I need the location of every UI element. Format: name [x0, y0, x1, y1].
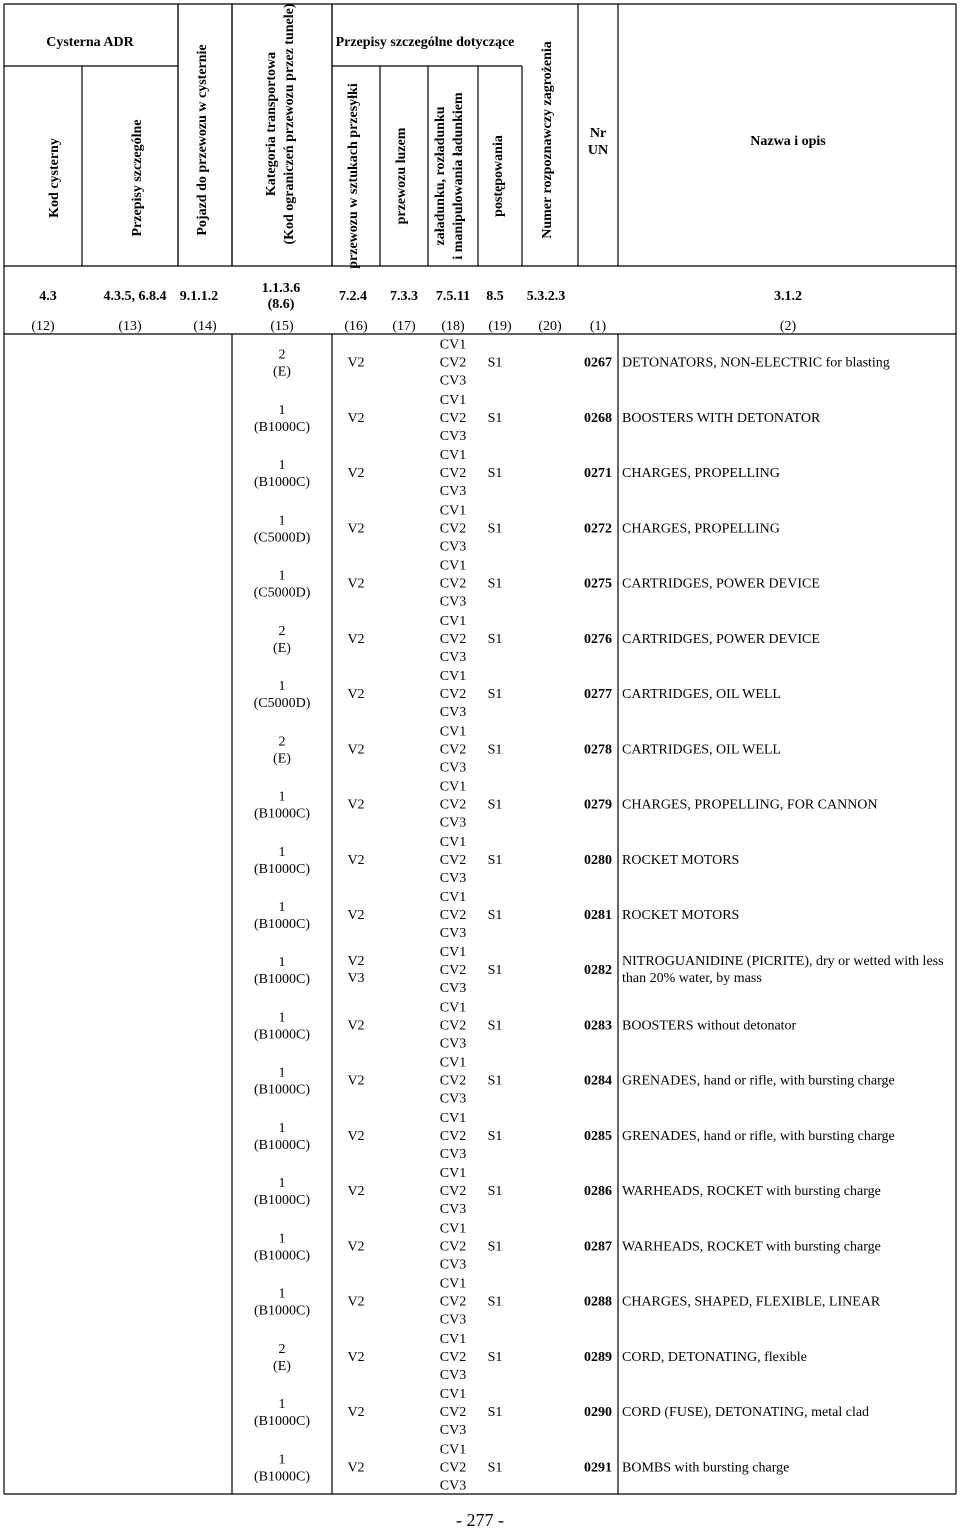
table-row	[254, 1277, 881, 1328]
transport-category: 1	[278, 679, 286, 695]
operation-provision: S1	[487, 1294, 503, 1310]
tunnel-code: (B1000C)	[254, 1303, 310, 1319]
handling-provision: CV2	[439, 1073, 467, 1089]
handling-provision: CV2	[439, 687, 467, 703]
un-number: 0284	[584, 1073, 612, 1089]
operation-provision: S1	[487, 963, 503, 979]
operation-provision: S1	[487, 1128, 503, 1144]
packages-provision: V2	[347, 1460, 365, 1476]
un-number: 0287	[584, 1239, 612, 1255]
table-row	[254, 1111, 895, 1162]
handling-provision: CV1	[439, 1055, 467, 1071]
table-row	[254, 780, 878, 831]
handling-provision: CV3	[439, 1146, 467, 1162]
substance-name: CORD (FUSE), DETONATING, metal clad	[622, 1405, 870, 1421]
column-number: (20)	[538, 319, 562, 334]
transport-category: 1	[278, 844, 286, 860]
handling-provision: CV2	[439, 576, 467, 592]
table-row	[254, 945, 944, 996]
un-number: 0280	[584, 852, 612, 868]
handling-provision: CV2	[439, 355, 467, 371]
tunnel-code: (E)	[273, 640, 291, 656]
header-nr-un-line2: UN	[587, 143, 609, 158]
handling-provision: CV1	[439, 945, 467, 961]
un-number: 0283	[584, 1018, 612, 1034]
table-row	[254, 1221, 881, 1272]
tunnel-code: (E)	[273, 1358, 291, 1374]
column-number: (15)	[270, 319, 294, 334]
ref-c20: 5.3.2.3	[526, 289, 566, 304]
handling-provision: CV1	[439, 1000, 467, 1016]
packages-provision: V2	[347, 1239, 365, 1255]
header-kategoria-line1: Kategoria transportowa	[264, 51, 279, 197]
column-number: (2)	[779, 319, 797, 334]
operation-provision: S1	[487, 521, 503, 537]
un-number: 0290	[584, 1405, 612, 1421]
operation-provision: S1	[487, 466, 503, 482]
un-number: 0291	[584, 1460, 612, 1476]
handling-provision: CV1	[439, 1387, 467, 1403]
tunnel-code: (E)	[273, 751, 291, 767]
ref-c15-line2: (8.6)	[267, 297, 295, 312]
substance-name: CHARGES, PROPELLING, FOR CANNON	[622, 797, 878, 813]
tunnel-code: (C5000D)	[253, 696, 311, 712]
tunnel-code: (B1000C)	[254, 419, 310, 435]
table-row	[254, 835, 739, 886]
table-row	[254, 559, 820, 610]
handling-provision: CV2	[439, 1349, 467, 1365]
packages-provision: V2	[347, 355, 365, 371]
un-number: 0271	[584, 466, 612, 482]
table-row	[254, 890, 739, 941]
tunnel-code: (B1000C)	[254, 1137, 310, 1153]
operation-provision: S1	[487, 1349, 503, 1365]
handling-provision: CV3	[439, 815, 467, 831]
table-row	[254, 1000, 797, 1051]
un-number: 0272	[584, 521, 612, 537]
column-number: (13)	[118, 319, 142, 334]
table-row	[273, 1332, 807, 1383]
handling-provision: CV2	[439, 1184, 467, 1200]
tunnel-code: (B1000C)	[254, 972, 310, 988]
handling-provision: CV1	[439, 392, 467, 408]
packages-provision: V2	[347, 954, 365, 970]
handling-provision: CV2	[439, 631, 467, 647]
table-grid	[4, 4, 956, 1494]
tunnel-code: (B1000C)	[254, 806, 310, 822]
header-numer-zagrozenia: Numer rozpoznawczy zagrożenia	[540, 41, 555, 239]
handling-provision: CV1	[439, 1110, 467, 1126]
handling-provision: CV1	[439, 1276, 467, 1292]
transport-category: 1	[278, 1065, 286, 1081]
handling-provision: CV3	[439, 649, 467, 665]
packages-provision: V2	[347, 1073, 365, 1089]
handling-provision: CV3	[439, 926, 467, 941]
column-number: (12)	[31, 319, 55, 334]
handling-provision: CV3	[439, 539, 467, 555]
handling-provision: CV1	[439, 890, 467, 905]
transport-category: 1	[278, 513, 286, 529]
transport-category: 1	[278, 1231, 286, 1247]
operation-provision: S1	[487, 1460, 503, 1476]
transport-category: 1	[278, 458, 286, 474]
header-luzem: przewozu luzem	[394, 127, 409, 225]
handling-provision: CV2	[439, 521, 467, 537]
transport-category: 1	[278, 1452, 286, 1468]
ref-c19: 8.5	[486, 289, 504, 304]
substance-name: CARTRIDGES, POWER DEVICE	[622, 631, 820, 647]
transport-category: 1	[278, 1286, 286, 1302]
table-row	[254, 1387, 869, 1438]
handling-provision: CV1	[439, 503, 467, 519]
column-number: (19)	[488, 319, 512, 334]
packages-provision: V2	[347, 631, 365, 647]
packages-provision: V2	[347, 576, 365, 592]
substance-name: than 20% water, by mass	[622, 971, 762, 987]
packages-provision: V3	[347, 971, 365, 987]
handling-provision: CV3	[439, 870, 467, 886]
substance-name: NITROGUANIDINE (PICRITE), dry or wetted with less	[622, 954, 944, 970]
substance-name: WARHEADS, ROCKET with bursting charge	[622, 1239, 881, 1255]
packages-provision: V2	[347, 742, 365, 758]
substance-name: CORD, DETONATING, flexible	[622, 1349, 807, 1365]
operation-provision: S1	[487, 576, 503, 592]
transport-category: 2	[278, 347, 286, 363]
packages-provision: V2	[347, 1349, 365, 1365]
table-row	[254, 669, 781, 720]
un-number: 0277	[584, 687, 612, 703]
un-number: 0288	[584, 1294, 612, 1310]
un-number: 0281	[584, 908, 612, 923]
handling-provision: CV3	[439, 981, 467, 997]
handling-provision: CV3	[439, 705, 467, 721]
packages-provision: V2	[347, 852, 365, 868]
operation-provision: S1	[487, 1239, 503, 1255]
ref-c16: 7.2.4	[339, 289, 367, 304]
handling-provision: CV1	[439, 613, 467, 629]
un-number: 0285	[584, 1128, 612, 1144]
column-number: (18)	[441, 319, 465, 334]
transport-category: 2	[278, 1341, 286, 1357]
operation-provision: S1	[487, 1073, 503, 1089]
substance-name: GRENADES, hand or rifle, with bursting charge	[622, 1128, 895, 1144]
transport-category: 1	[278, 1176, 286, 1192]
header-kategoria-line2: (Kod ograniczeń przewozu przez tunele)	[282, 3, 297, 245]
transport-category: 1	[278, 402, 286, 418]
handling-provision: CV3	[439, 428, 467, 444]
substance-name: CHARGES, PROPELLING	[622, 521, 780, 537]
header-sztukach: przewozu w sztukach przesyłki	[346, 83, 361, 269]
packages-provision: V2	[347, 1128, 365, 1144]
substance-name: CARTRIDGES, POWER DEVICE	[622, 576, 820, 592]
header-przepisy-szczegolne: Przepisy szczególne	[130, 119, 145, 237]
transport-category: 1	[278, 1010, 286, 1026]
handling-provision: CV3	[439, 1036, 467, 1052]
handling-provision: CV2	[439, 797, 467, 813]
operation-provision: S1	[487, 1184, 503, 1200]
header-zaladunku-line2: i manipulowania ładunkiem	[451, 92, 466, 260]
un-number: 0275	[584, 576, 612, 592]
handling-provision: CV3	[439, 1367, 467, 1383]
handling-provision: CV2	[439, 742, 467, 758]
transport-category: 1	[278, 568, 286, 584]
handling-provision: CV1	[439, 1442, 467, 1458]
handling-provision: CV3	[439, 1202, 467, 1218]
handling-provision: CV2	[439, 963, 467, 979]
ref-c18: 7.5.11	[435, 289, 471, 304]
table-row	[254, 1442, 789, 1493]
handling-provision: CV2	[439, 852, 467, 868]
handling-provision: CV2	[439, 1294, 467, 1310]
packages-provision: V2	[347, 797, 365, 813]
packages-provision: V2	[347, 1405, 365, 1421]
un-number: 0286	[584, 1184, 612, 1200]
ref-c15-line1: 1.1.3.6	[261, 281, 301, 296]
handling-provision: CV2	[439, 410, 467, 426]
substance-name: BOOSTERS without detonator	[622, 1018, 797, 1034]
transport-category: 2	[278, 734, 286, 750]
ref-c17: 7.3.3	[390, 289, 418, 304]
un-number: 0267	[584, 355, 612, 371]
handling-provision: CV3	[439, 1312, 467, 1328]
substance-name: BOMBS with bursting charge	[622, 1460, 790, 1476]
handling-provision: CV1	[439, 834, 467, 850]
substance-name: BOOSTERS WITH DETONATOR	[622, 410, 821, 426]
un-number: 0289	[584, 1349, 612, 1365]
substance-name: CARTRIDGES, OIL WELL	[622, 742, 781, 758]
handling-provision: CV1	[439, 669, 467, 685]
handling-provision: CV1	[439, 558, 467, 574]
tunnel-code: (B1000C)	[254, 1193, 310, 1209]
un-number: 0279	[584, 797, 612, 813]
substance-name: CHARGES, SHAPED, FLEXIBLE, LINEAR	[622, 1294, 881, 1310]
column-number: (17)	[392, 319, 416, 334]
header-nr-un-line1: Nr	[589, 126, 607, 141]
tunnel-code: (C5000D)	[253, 530, 311, 546]
operation-provision: S1	[487, 742, 503, 758]
substance-name: WARHEADS, ROCKET with bursting charge	[622, 1184, 881, 1200]
ref-c14: 9.1.1.2	[179, 289, 219, 304]
transport-category: 1	[278, 789, 286, 805]
header-kod-cysterny: Kod cysterny	[47, 138, 62, 218]
header-pojazd: Pojazd do przewozu w cysternie	[195, 44, 210, 236]
operation-provision: S1	[487, 1018, 503, 1034]
tunnel-code: (B1000C)	[254, 475, 310, 491]
header-postepowania: postępowania	[491, 135, 506, 217]
operation-provision: S1	[487, 355, 503, 371]
header-group-cysterna: Cysterna ADR	[46, 35, 134, 50]
transport-category: 1	[278, 1120, 286, 1136]
operation-provision: S1	[487, 1405, 503, 1421]
handling-provision: CV3	[439, 760, 467, 776]
handling-provision: CV1	[439, 724, 467, 740]
tunnel-code: (E)	[273, 364, 291, 380]
operation-provision: S1	[487, 908, 503, 923]
substance-name: CARTRIDGES, OIL WELL	[622, 687, 781, 703]
table-row	[273, 724, 781, 775]
operation-provision: S1	[487, 410, 503, 426]
substance-name: ROCKET MOTORS	[622, 852, 740, 868]
handling-provision: CV3	[439, 1091, 467, 1107]
un-number: 0268	[584, 410, 612, 426]
operation-provision: S1	[487, 631, 503, 647]
tunnel-code: (B1000C)	[254, 1469, 310, 1485]
tunnel-code: (B1000C)	[254, 917, 310, 932]
packages-provision: V2	[347, 1184, 365, 1200]
table-row	[273, 338, 890, 389]
tunnel-code: (C5000D)	[253, 585, 311, 601]
packages-provision: V2	[347, 908, 365, 923]
handling-provision: CV1	[439, 779, 467, 795]
tunnel-code: (B1000C)	[254, 1414, 310, 1430]
handling-provision: CV3	[439, 594, 467, 610]
substance-name: CHARGES, PROPELLING	[622, 466, 780, 482]
handling-provision: CV3	[439, 1478, 467, 1494]
table-row	[254, 1056, 895, 1107]
header-zaladunku-line1: załadunku, rozładunku	[433, 106, 448, 246]
handling-provision: CV3	[439, 1423, 467, 1439]
substance-name: DETONATORS, NON-ELECTRIC for blasting	[622, 355, 890, 371]
packages-provision: V2	[347, 687, 365, 703]
ref-c2: 3.1.2	[774, 289, 802, 304]
operation-provision: S1	[487, 687, 503, 703]
tunnel-code: (B1000C)	[254, 1027, 310, 1043]
operation-provision: S1	[487, 852, 503, 868]
handling-provision: CV2	[439, 1018, 467, 1034]
transport-category: 1	[278, 955, 286, 971]
table-row	[254, 1166, 881, 1217]
transport-category: 1	[278, 900, 286, 915]
column-numbers-row	[31, 319, 796, 334]
handling-provision: CV1	[439, 448, 467, 464]
handling-provision: CV2	[439, 1405, 467, 1421]
transport-category: 1	[278, 1397, 286, 1413]
table-body	[254, 338, 944, 1494]
substance-name: ROCKET MOTORS	[622, 908, 740, 923]
handling-provision: CV2	[439, 1460, 467, 1476]
handling-provision: CV3	[439, 1257, 467, 1273]
un-number: 0276	[584, 631, 612, 647]
tunnel-code: (B1000C)	[254, 861, 310, 877]
tunnel-code: (B1000C)	[254, 1248, 310, 1264]
packages-provision: V2	[347, 410, 365, 426]
un-number: 0278	[584, 742, 612, 758]
handling-provision: CV3	[439, 373, 467, 389]
packages-provision: V2	[347, 1294, 365, 1310]
handling-provision: CV2	[439, 466, 467, 482]
operation-provision: S1	[487, 797, 503, 813]
column-number: (1)	[589, 319, 607, 334]
ref-c13: 4.3.5, 6.8.4	[103, 289, 167, 304]
page-number: - 277 -	[456, 1510, 504, 1530]
table-row	[273, 614, 820, 665]
column-number: (16)	[344, 319, 368, 334]
un-number: 0282	[584, 963, 612, 979]
packages-provision: V2	[347, 521, 365, 537]
handling-provision: CV1	[439, 1331, 467, 1347]
column-number: (14)	[193, 319, 217, 334]
handling-provision: CV2	[439, 908, 467, 923]
tunnel-code: (B1000C)	[254, 1082, 310, 1098]
handling-provision: CV2	[439, 1128, 467, 1144]
handling-provision: CV1	[439, 337, 467, 353]
table-row	[254, 448, 780, 499]
transport-category: 2	[278, 623, 286, 639]
handling-provision: CV2	[439, 1239, 467, 1255]
handling-provision: CV1	[439, 1221, 467, 1237]
substance-name: GRENADES, hand or rifle, with bursting charge	[622, 1073, 895, 1089]
handling-provision: CV3	[439, 484, 467, 500]
packages-provision: V2	[347, 466, 365, 482]
ref-c12: 4.3	[39, 289, 57, 304]
header-nazwa: Nazwa i opis	[750, 134, 826, 149]
header-group-przepisy: Przepisy szczególne dotyczące	[335, 35, 515, 50]
packages-provision: V2	[347, 1018, 365, 1034]
handling-provision: CV1	[439, 1166, 467, 1182]
table-row	[254, 393, 821, 444]
